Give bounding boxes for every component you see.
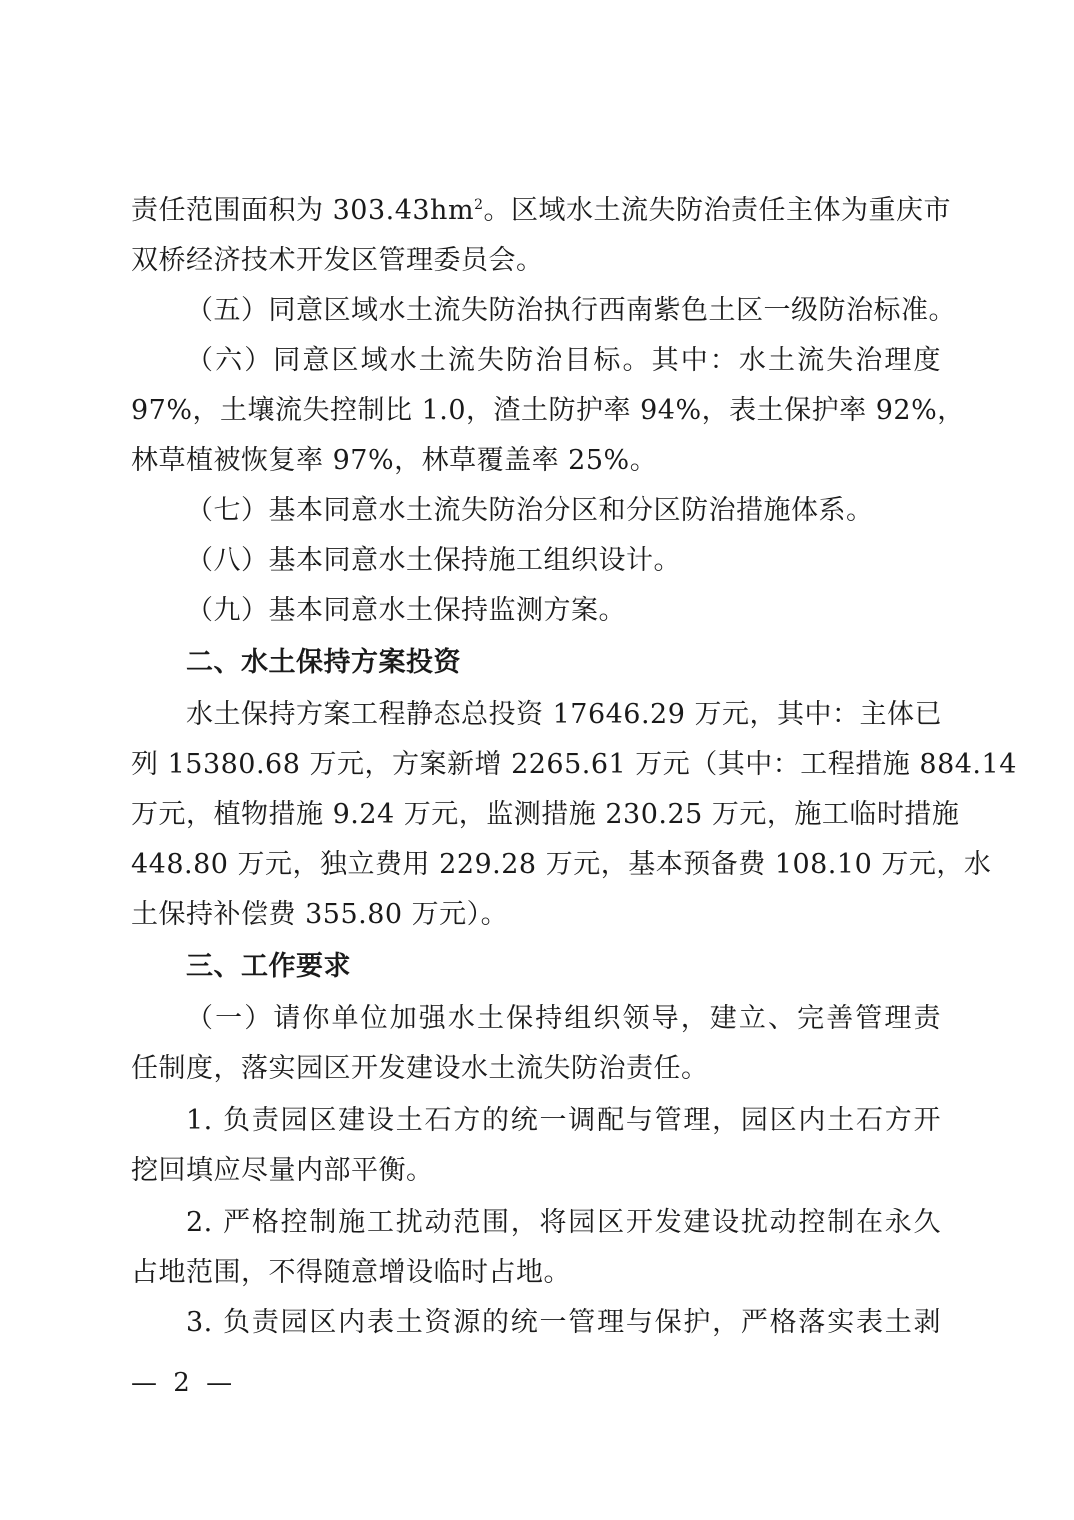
requirement-one-line-1: （一）请你单位加强水土保持组织领导，建立、完善管理责 bbox=[186, 1003, 941, 1034]
item-five: （五）同意区域水土流失防治执行西南紫色土区一级防治标准。 bbox=[186, 295, 956, 326]
page-number: — 2 — bbox=[131, 1368, 237, 1398]
investment-line-2: 列 15380.68 万元，方案新增 2265.61 万元（其中：工程措施 884.14 bbox=[131, 749, 1017, 780]
requirement-2-line-1: 2. 严格控制施工扰动范围，将园区开发建设扰动控制在永久 bbox=[186, 1207, 941, 1238]
superscript-2: 2 bbox=[474, 197, 484, 213]
requirement-3-line-1: 3. 负责园区内表土资源的统一管理与保护，严格落实表土剥 bbox=[186, 1307, 941, 1338]
requirement-2-line-2: 占地范围，不得随意增设临时占地。 bbox=[131, 1257, 571, 1288]
item-seven: （七）基本同意水土流失防治分区和分区防治措施体系。 bbox=[186, 495, 874, 526]
item-six: （六）同意区域水土流失防治目标。其中：水土流失治理度 bbox=[186, 345, 941, 376]
item-nine: （九）基本同意水土保持监测方案。 bbox=[186, 595, 626, 626]
requirement-1-line-2: 挖回填应尽量内部平衡。 bbox=[131, 1155, 434, 1186]
requirement-one-line-2: 任制度，落实园区开发建设水土流失防治责任。 bbox=[131, 1053, 709, 1084]
investment-line-4: 448.80 万元，独立费用 229.28 万元，基本预备费 108.10 万元，水 bbox=[131, 849, 992, 880]
investment-line-5: 土保持补偿费 355.80 万元）。 bbox=[131, 899, 509, 930]
investment-line-1: 水土保持方案工程静态总投资 17646.29 万元，其中：主体已 bbox=[186, 699, 942, 730]
paragraph-line-2: 双桥经济技术开发区管理委员会。 bbox=[131, 245, 544, 276]
item-six-line-3: 林草植被恢复率 97%，林草覆盖率 25%。 bbox=[131, 445, 658, 476]
line-1-text: 责任范围面积为 303.43hm bbox=[131, 195, 475, 226]
investment-line-3: 万元，植物措施 9.24 万元，监测措施 230.25 万元，施工临时措施 bbox=[131, 799, 960, 830]
section-heading-investment: 二、水土保持方案投资 bbox=[186, 647, 461, 678]
item-six-line-2: 97%，土壤流失控制比 1.0，渣土防护率 94%，表土保护率 92%， bbox=[131, 395, 965, 426]
paragraph-line-1 bbox=[131, 186, 951, 236]
item-eight: （八）基本同意水土保持施工组织设计。 bbox=[186, 545, 681, 576]
requirement-1-line-1: 1. 负责园区建设土石方的统一调配与管理，园区内土石方开 bbox=[186, 1105, 941, 1136]
section-heading-requirements: 三、工作要求 bbox=[186, 951, 351, 982]
line-1-tail: 。区域水土流失防治责任主体为重庆市 bbox=[483, 195, 951, 226]
